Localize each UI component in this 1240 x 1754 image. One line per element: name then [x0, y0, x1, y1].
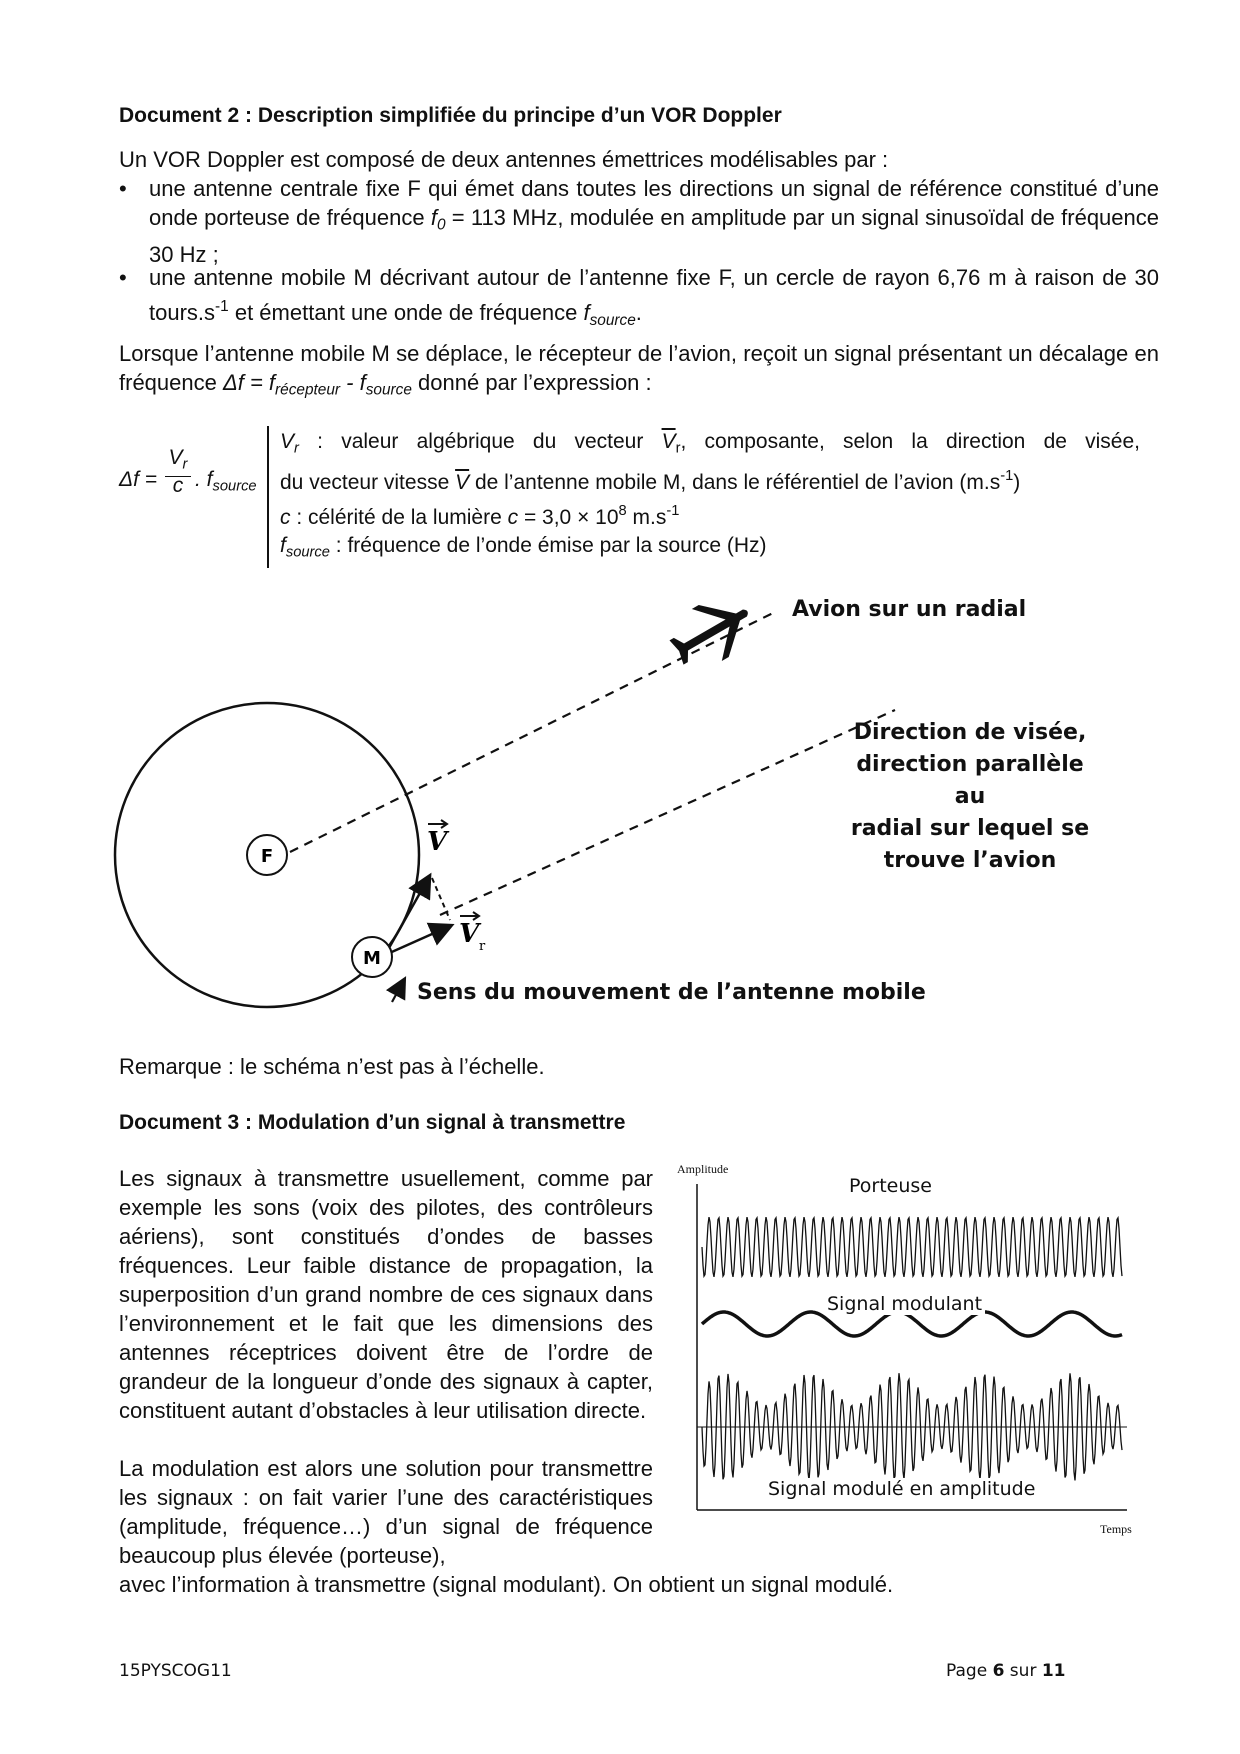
- vr-label-sub: r: [479, 939, 486, 954]
- bullet-2-text: une antenne mobile M décrivant autour de l’antenne fixe F, un cercle de rayon 6,76 m à raison de 30 $tours.s^{-1}$ et émettant une onde de fréquence $f_{source}$.: [149, 265, 1159, 329]
- v-label: [427, 820, 450, 857]
- def-c: c : célérité de la lumière $c = 3,0 \times 10^8$ $m.s^{-1}$: [280, 503, 680, 530]
- def-v: du vecteur vitesse $\overline{V}$ de l’antenne mobile M, dans le référentiel de l’avion $(m.s^{-1})$: [280, 468, 1021, 495]
- doc2-para-2: Lorsque l’antenne mobile M se déplace, le récepteur de l’avion, reçoit un signal présentant un décalage en fréquence $\Delta f = f_{récepteur} - f_{source}$ donné par l’expression :: [119, 341, 1159, 399]
- motion-direction-arrow: [392, 980, 404, 1002]
- footer-code: 15PYSCOG11: [119, 1661, 232, 1681]
- airplane-icon: [661, 586, 762, 679]
- velocity-vector: [385, 877, 429, 955]
- radial-velocity-vector: [385, 926, 450, 955]
- doc3-title: Document 3 : Modulation d’un signal à transmettre: [119, 1111, 626, 1134]
- antenna-m-label: M: [363, 948, 381, 969]
- bullet-icon: •: [119, 176, 127, 201]
- antenna-f-label: F: [260, 846, 274, 867]
- footer-page: Page 6 sur 11: [946, 1661, 1066, 1681]
- radial-line: [290, 612, 775, 852]
- bullet-icon: •: [119, 265, 127, 290]
- formula-definitions: [280, 428, 1140, 566]
- bullet-1-text: une antenne centrale fixe F qui émet dans toutes les directions un signal de référence constitué d’une onde porteuse de fréquence $f_0 = 113$ MHz, modulée en amplitude par un signal sinusoïdal de fréquence 30 Hz ;: [149, 176, 1159, 267]
- sight-label-line-4: trouve l’avion: [883, 848, 1057, 873]
- sight-label-line-1: Direction de visée,: [853, 720, 1087, 745]
- vr-label-text: V: [459, 919, 480, 949]
- modulated-label: Signal modulé en amplitude: [765, 1478, 1038, 1500]
- formula-divider: [267, 426, 269, 568]
- doppler-formula: [119, 446, 259, 506]
- formula-denominator: c: [172, 474, 184, 497]
- amplitude-axis-label: Amplitude: [677, 1162, 729, 1176]
- v-label-text: V: [427, 827, 448, 857]
- doc2-intro: Un VOR Doppler est composé de deux antennes émettrices modélisables par :: [119, 147, 889, 172]
- sight-direction-label: [850, 717, 1090, 877]
- modulating-waveform: [702, 1312, 1122, 1336]
- doc2-title: Document 2 : Description simplifiée du principe d’un VOR Doppler: [119, 104, 782, 127]
- time-axis-label: Temps: [1100, 1522, 1132, 1536]
- vr-label: [459, 912, 486, 954]
- formula-numerator: $V_r$: [165, 446, 191, 477]
- doc2-bullet-2: [119, 263, 1159, 329]
- sight-label-line-2: direction parallèle au: [856, 752, 1084, 809]
- motion-direction-label: Sens du mouvement de l’antenne mobile: [417, 980, 926, 1005]
- sight-direction-line: [440, 710, 895, 915]
- modulating-label: Signal modulant: [824, 1293, 985, 1315]
- carrier-waveform: [702, 1217, 1122, 1277]
- doc3-para-b: La modulation est alors une solution pour transmettre les signaux : on fait varier l’une des caractéristiques (amplitude, fréquence…) d’un signal de fréquence beaucoup plus élevée (porteuse),: [119, 1456, 653, 1568]
- formula-lhs: Δf =: [119, 468, 158, 491]
- formula-fsource: . $f_{source}$: [195, 468, 257, 495]
- airplane-label: Avion sur un radial: [792, 597, 1027, 622]
- carrier-label: Porteuse: [846, 1175, 935, 1197]
- sight-label-line-3: radial sur lequel se: [850, 816, 1090, 841]
- doc2-remark: Remarque : le schéma n’est pas à l’échelle.: [119, 1054, 545, 1079]
- def-fsource: $f_{source}$ : fréquence de l’onde émise par la source (Hz): [280, 534, 767, 561]
- def-vr: $V_r$ : valeur algébrique du vecteur $\overline{V}_r$, composante, selon la direction de visée,: [280, 430, 1140, 457]
- doc3-para-a: Les signaux à transmettre usuellement, comme par exemple les sons (voix des pilotes, des contrôleurs aériens), sont constitués d’ondes de basses fréquences. Leur faible distance de propagation, la superposition d’un grand nombre de ces signaux dans l’environnement et le fait que les dimensions des antennes réceptrices doivent être de l’ordre de grandeur de la longueur d’onde des signaux à capter, constituent autant d’obstacles à leur utilisation directe.: [119, 1166, 653, 1423]
- doc3-para-c: avec l’information à transmettre (signal modulant). On obtient un signal modulé.: [119, 1572, 894, 1597]
- doc2-bullet-1: [119, 174, 1159, 267]
